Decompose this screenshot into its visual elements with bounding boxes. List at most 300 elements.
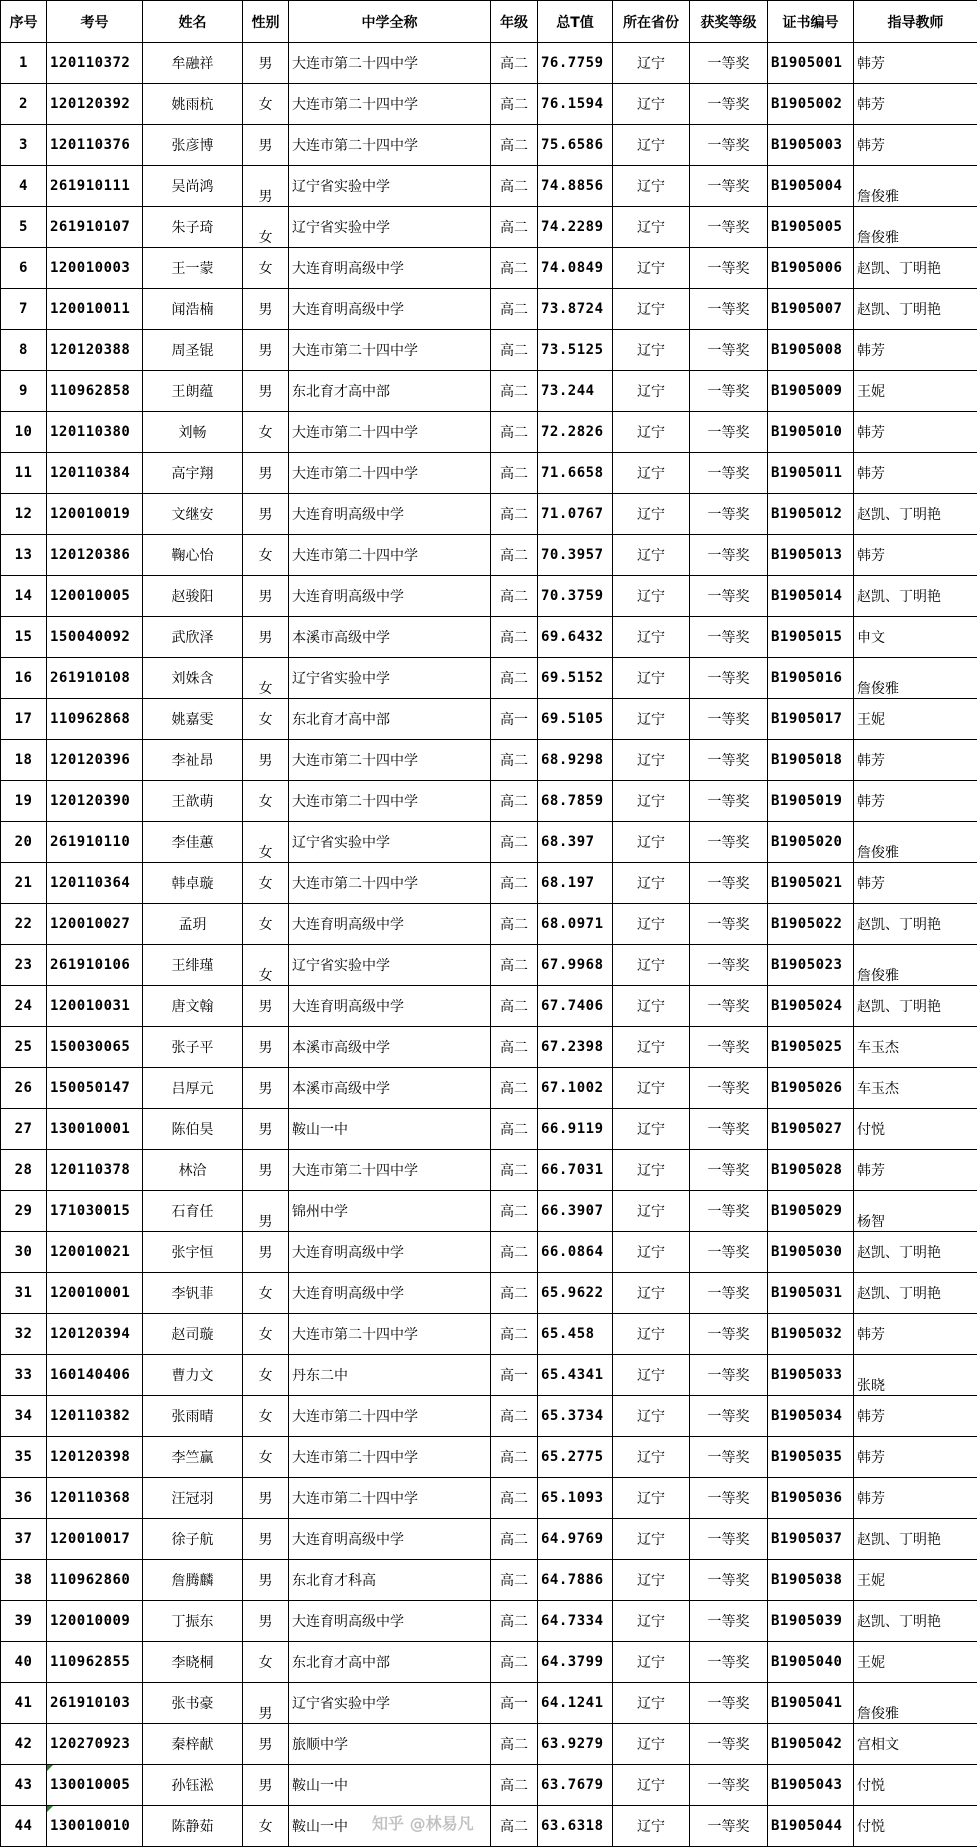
cell-province: 辽宁 [613,43,690,84]
cell-province: 辽宁 [613,699,690,740]
cell-t-score: 64.7886 [538,1560,613,1601]
cell-province: 辽宁 [613,1150,690,1191]
cell-gender: 男 [243,1068,289,1109]
cell-name: 王朗蕴 [143,371,243,412]
cell-province: 辽宁 [613,330,690,371]
cell-cert-no: B1905001 [768,43,854,84]
cell-province: 辽宁 [613,453,690,494]
cell-t-score: 69.5105 [538,699,613,740]
table-row [1,289,977,330]
cell-award: 一等奖 [690,535,768,576]
cell-gender: 男 [243,453,289,494]
cell-seq: 15 [1,617,47,658]
cell-t-score: 74.2289 [538,207,613,248]
cell-school: 鞍山一中 [289,1765,491,1806]
cell-seq: 34 [1,1396,47,1437]
cell-gender: 男 [243,1519,289,1560]
cell-award: 一等奖 [690,371,768,412]
cell-school: 大连市第二十四中学 [289,1150,491,1191]
cell-grade: 高二 [491,84,538,125]
cell-exam-id: 120010021 [47,1232,143,1273]
cell-gender: 女 [243,1355,289,1396]
cell-name: 张宇恒 [143,1232,243,1273]
cell-gender: 男 [243,1560,289,1601]
cell-t-score: 64.7334 [538,1601,613,1642]
cell-province: 辽宁 [613,1068,690,1109]
cell-seq: 36 [1,1478,47,1519]
cell-teacher: 赵凯、丁明艳 [854,904,977,945]
cell-name: 刘畅 [143,412,243,453]
cell-seq: 23 [1,945,47,986]
cell-cert-no: B1905013 [768,535,854,576]
cell-award: 一等奖 [690,1109,768,1150]
cell-name: 牟融祥 [143,43,243,84]
cell-province: 辽宁 [613,1642,690,1683]
cell-cert-no: B1905019 [768,781,854,822]
cell-t-score: 68.9298 [538,740,613,781]
cell-cert-no: B1905025 [768,1027,854,1068]
cell-t-score: 65.3734 [538,1396,613,1437]
cell-gender: 女 [243,1314,289,1355]
cell-cert-no: B1905040 [768,1642,854,1683]
cell-province: 辽宁 [613,576,690,617]
cell-award: 一等奖 [690,1437,768,1478]
cell-exam-id: 150040092 [47,617,143,658]
cell-school: 东北育才科高 [289,1560,491,1601]
header-teacher: 指导教师 [854,1,977,43]
cell-exam-id: 130010005 [47,1765,143,1806]
cell-province: 辽宁 [613,535,690,576]
cell-grade: 高二 [491,371,538,412]
table-row [1,1519,977,1560]
cell-grade: 高二 [491,125,538,166]
cell-gender: 女 [243,207,289,248]
cell-seq: 9 [1,371,47,412]
header-name: 姓名 [143,1,243,43]
cell-school: 旅顺中学 [289,1724,491,1765]
cell-teacher: 詹俊雅 [854,1683,977,1724]
cell-cert-no: B1905034 [768,1396,854,1437]
cell-name: 李晓桐 [143,1642,243,1683]
cell-grade: 高二 [491,740,538,781]
cell-seq: 32 [1,1314,47,1355]
cell-province: 辽宁 [613,371,690,412]
cell-t-score: 72.2826 [538,412,613,453]
cell-school: 大连育明高级中学 [289,1519,491,1560]
cell-grade: 高二 [491,330,538,371]
cell-grade: 高一 [491,1683,538,1724]
cell-t-score: 63.7679 [538,1765,613,1806]
cell-name: 林洽 [143,1150,243,1191]
cell-province: 辽宁 [613,1109,690,1150]
table-row [1,1109,977,1150]
cell-t-score: 65.4341 [538,1355,613,1396]
cell-school: 大连市第二十四中学 [289,863,491,904]
cell-province: 辽宁 [613,412,690,453]
cell-school: 东北育才高中部 [289,371,491,412]
cell-province: 辽宁 [613,986,690,1027]
cell-school: 东北育才高中部 [289,699,491,740]
table-row [1,986,977,1027]
cell-school: 大连育明高级中学 [289,576,491,617]
cell-province: 辽宁 [613,863,690,904]
cell-seq: 26 [1,1068,47,1109]
cell-teacher: 赵凯、丁明艳 [854,1601,977,1642]
cell-school: 大连市第二十四中学 [289,43,491,84]
cell-award: 一等奖 [690,494,768,535]
cell-cert-no: B1905011 [768,453,854,494]
cell-exam-id: 120120386 [47,535,143,576]
cell-exam-id: 130010010 [47,1806,143,1847]
cell-school: 大连市第二十四中学 [289,125,491,166]
cell-school: 辽宁省实验中学 [289,822,491,863]
table-row [1,699,977,740]
cell-seq: 30 [1,1232,47,1273]
cell-award: 一等奖 [690,248,768,289]
cell-gender: 男 [243,1601,289,1642]
cell-seq: 14 [1,576,47,617]
cell-seq: 37 [1,1519,47,1560]
cell-name: 曹力文 [143,1355,243,1396]
cell-award: 一等奖 [690,1068,768,1109]
cell-school: 大连市第二十四中学 [289,1437,491,1478]
cell-award: 一等奖 [690,1314,768,1355]
cell-seq: 12 [1,494,47,535]
cell-gender: 女 [243,84,289,125]
cell-province: 辽宁 [613,1355,690,1396]
cell-teacher: 韩芳 [854,535,977,576]
cell-name: 刘姝含 [143,658,243,699]
cell-award: 一等奖 [690,1027,768,1068]
cell-grade: 高二 [491,289,538,330]
cell-gender: 男 [243,330,289,371]
cell-t-score: 71.0767 [538,494,613,535]
cell-cert-no: B1905044 [768,1806,854,1847]
cell-gender: 女 [243,822,289,863]
cell-name: 李佳蕙 [143,822,243,863]
cell-cert-no: B1905036 [768,1478,854,1519]
cell-grade: 高二 [491,1068,538,1109]
cell-grade: 高二 [491,1232,538,1273]
cell-grade: 高二 [491,1027,538,1068]
table-row [1,535,977,576]
cell-award: 一等奖 [690,84,768,125]
cell-school: 鞍山一中 [289,1806,491,1847]
cell-t-score: 65.1093 [538,1478,613,1519]
cell-exam-id: 261910111 [47,166,143,207]
cell-school: 大连市第二十四中学 [289,1314,491,1355]
cell-t-score: 67.9968 [538,945,613,986]
cell-grade: 高二 [491,617,538,658]
cell-grade: 高二 [491,207,538,248]
cell-t-score: 68.397 [538,822,613,863]
cell-exam-id: 110962858 [47,371,143,412]
cell-grade: 高二 [491,43,538,84]
header-school: 中学全称 [289,1,491,43]
cell-exam-id: 120110380 [47,412,143,453]
cell-gender: 男 [243,1150,289,1191]
cell-award: 一等奖 [690,125,768,166]
cell-seq: 11 [1,453,47,494]
cell-name: 高宇翔 [143,453,243,494]
cell-name: 徐子航 [143,1519,243,1560]
cell-teacher: 赵凯、丁明艳 [854,576,977,617]
cell-cert-no: B1905017 [768,699,854,740]
cell-t-score: 66.9119 [538,1109,613,1150]
table-row [1,248,977,289]
cell-teacher: 宫相文 [854,1724,977,1765]
cell-seq: 7 [1,289,47,330]
cell-name: 武欣泽 [143,617,243,658]
cell-teacher: 韩芳 [854,781,977,822]
cell-province: 辽宁 [613,1027,690,1068]
cell-seq: 42 [1,1724,47,1765]
cell-gender: 女 [243,1273,289,1314]
cell-name: 詹腾麟 [143,1560,243,1601]
cell-exam-id: 150030065 [47,1027,143,1068]
cell-award: 一等奖 [690,617,768,658]
table-row [1,1314,977,1355]
cell-gender: 男 [243,1724,289,1765]
cell-award: 一等奖 [690,1765,768,1806]
cell-name: 张子平 [143,1027,243,1068]
cell-t-score: 75.6586 [538,125,613,166]
table-row [1,1560,977,1601]
cell-teacher: 韩芳 [854,740,977,781]
cell-cert-no: B1905026 [768,1068,854,1109]
table-row [1,863,977,904]
cell-school: 鞍山一中 [289,1109,491,1150]
cell-t-score: 76.1594 [538,84,613,125]
cell-province: 辽宁 [613,1560,690,1601]
cell-cert-no: B1905010 [768,412,854,453]
cell-award: 一等奖 [690,1232,768,1273]
cell-teacher: 王妮 [854,1642,977,1683]
cell-seq: 33 [1,1355,47,1396]
cell-province: 辽宁 [613,658,690,699]
cell-award: 一等奖 [690,166,768,207]
cell-t-score: 76.7759 [538,43,613,84]
cell-cert-no: B1905003 [768,125,854,166]
cell-province: 辽宁 [613,1314,690,1355]
cell-cert-no: B1905007 [768,289,854,330]
cell-exam-id: 120270923 [47,1724,143,1765]
cell-seq: 18 [1,740,47,781]
header-award: 获奖等级 [690,1,768,43]
cell-exam-id: 120010005 [47,576,143,617]
cell-grade: 高二 [491,1437,538,1478]
cell-school: 锦州中学 [289,1191,491,1232]
cell-teacher: 韩芳 [854,1314,977,1355]
cell-cert-no: B1905008 [768,330,854,371]
cell-award: 一等奖 [690,1355,768,1396]
table-row [1,1601,977,1642]
cell-province: 辽宁 [613,207,690,248]
cell-school: 辽宁省实验中学 [289,945,491,986]
table-row [1,1642,977,1683]
cell-cert-no: B1905039 [768,1601,854,1642]
cell-grade: 高二 [491,986,538,1027]
header-cert-no: 证书编号 [768,1,854,43]
cell-cert-no: B1905035 [768,1437,854,1478]
cell-teacher: 赵凯、丁明艳 [854,1232,977,1273]
cell-seq: 29 [1,1191,47,1232]
cell-school: 大连市第二十四中学 [289,84,491,125]
cell-name: 王歆萌 [143,781,243,822]
cell-t-score: 64.3799 [538,1642,613,1683]
cell-seq: 16 [1,658,47,699]
cell-award: 一等奖 [690,1560,768,1601]
cell-exam-id: 120110368 [47,1478,143,1519]
cell-cert-no: B1905027 [768,1109,854,1150]
cell-t-score: 74.0849 [538,248,613,289]
cell-cert-no: B1905021 [768,863,854,904]
cell-award: 一等奖 [690,781,768,822]
table-row [1,166,977,207]
table-row [1,453,977,494]
cell-award: 一等奖 [690,412,768,453]
table-row [1,1355,977,1396]
cell-name: 姚嘉雯 [143,699,243,740]
cell-exam-id: 120010019 [47,494,143,535]
cell-province: 辽宁 [613,945,690,986]
cell-teacher: 赵凯、丁明艳 [854,1273,977,1314]
header-province: 所在省份 [613,1,690,43]
cell-teacher: 韩芳 [854,125,977,166]
cell-province: 辽宁 [613,1273,690,1314]
cell-name: 张彦博 [143,125,243,166]
cell-name: 汪冠羽 [143,1478,243,1519]
cell-exam-id: 120110378 [47,1150,143,1191]
cell-teacher: 韩芳 [854,1437,977,1478]
cell-name: 王一蒙 [143,248,243,289]
cell-exam-id: 120120396 [47,740,143,781]
cell-exam-id: 120120390 [47,781,143,822]
cell-grade: 高二 [491,1314,538,1355]
cell-t-score: 69.6432 [538,617,613,658]
table-row [1,904,977,945]
cell-grade: 高二 [491,1519,538,1560]
cell-name: 鞠心怡 [143,535,243,576]
cell-school: 大连市第二十四中学 [289,781,491,822]
cell-school: 本溪市高级中学 [289,1068,491,1109]
cell-t-score: 63.6318 [538,1806,613,1847]
cell-exam-id: 120110372 [47,43,143,84]
cell-grade: 高二 [491,1150,538,1191]
cell-award: 一等奖 [690,207,768,248]
cell-grade: 高二 [491,1724,538,1765]
cell-cert-no: B1905031 [768,1273,854,1314]
cell-grade: 高二 [491,863,538,904]
cell-school: 大连市第二十四中学 [289,1396,491,1437]
table-row [1,1191,977,1232]
cell-teacher: 詹俊雅 [854,207,977,248]
cell-cert-no: B1905037 [768,1519,854,1560]
cell-cert-no: B1905024 [768,986,854,1027]
cell-gender: 男 [243,166,289,207]
cell-school: 辽宁省实验中学 [289,1683,491,1724]
cell-gender: 男 [243,1232,289,1273]
cell-name: 唐文翰 [143,986,243,1027]
cell-name: 孙钰淞 [143,1765,243,1806]
cell-name: 姚雨杭 [143,84,243,125]
cell-name: 丁振东 [143,1601,243,1642]
cell-t-score: 70.3759 [538,576,613,617]
cell-t-score: 67.7406 [538,986,613,1027]
table-row [1,371,977,412]
cell-seq: 39 [1,1601,47,1642]
cell-province: 辽宁 [613,822,690,863]
cell-exam-id: 261910107 [47,207,143,248]
cell-teacher: 王妮 [854,699,977,740]
cell-t-score: 65.9622 [538,1273,613,1314]
cell-province: 辽宁 [613,617,690,658]
cell-seq: 8 [1,330,47,371]
cell-gender: 男 [243,617,289,658]
cell-exam-id: 261910110 [47,822,143,863]
cell-award: 一等奖 [690,453,768,494]
cell-gender: 女 [243,699,289,740]
cell-grade: 高二 [491,904,538,945]
cell-cert-no: B1905005 [768,207,854,248]
cell-gender: 男 [243,494,289,535]
cell-province: 辽宁 [613,781,690,822]
header-gender: 性别 [243,1,289,43]
cell-cert-no: B1905002 [768,84,854,125]
cell-gender: 男 [243,576,289,617]
cell-teacher: 付悦 [854,1806,977,1847]
cell-award: 一等奖 [690,1642,768,1683]
cell-seq: 20 [1,822,47,863]
cell-teacher: 詹俊雅 [854,945,977,986]
cell-gender: 女 [243,412,289,453]
cell-name: 吕厚元 [143,1068,243,1109]
cell-gender: 男 [243,1109,289,1150]
cell-t-score: 65.458 [538,1314,613,1355]
cell-award: 一等奖 [690,1683,768,1724]
header-seq: 序号 [1,1,47,43]
cell-award: 一等奖 [690,658,768,699]
cell-exam-id: 110962868 [47,699,143,740]
cell-province: 辽宁 [613,904,690,945]
cell-seq: 27 [1,1109,47,1150]
cell-cert-no: B1905020 [768,822,854,863]
cell-teacher: 韩芳 [854,43,977,84]
cell-t-score: 74.8856 [538,166,613,207]
cell-exam-id: 120010017 [47,1519,143,1560]
cell-award: 一等奖 [690,740,768,781]
cell-seq: 10 [1,412,47,453]
cell-name: 吴尚鸿 [143,166,243,207]
cell-gender: 女 [243,1437,289,1478]
watermark: 知乎 @林易凡 [372,1814,484,1834]
cell-gender: 女 [243,1642,289,1683]
cell-grade: 高二 [491,945,538,986]
cell-award: 一等奖 [690,986,768,1027]
table-row [1,1150,977,1191]
cell-school: 大连育明高级中学 [289,1273,491,1314]
cell-t-score: 63.9279 [538,1724,613,1765]
cell-gender: 男 [243,289,289,330]
cell-seq: 3 [1,125,47,166]
cell-award: 一等奖 [690,1519,768,1560]
cell-award: 一等奖 [690,863,768,904]
cell-teacher: 王妮 [854,1560,977,1601]
cell-exam-id: 110962855 [47,1642,143,1683]
cell-grade: 高二 [491,658,538,699]
cell-teacher: 韩芳 [854,1150,977,1191]
cell-province: 辽宁 [613,166,690,207]
